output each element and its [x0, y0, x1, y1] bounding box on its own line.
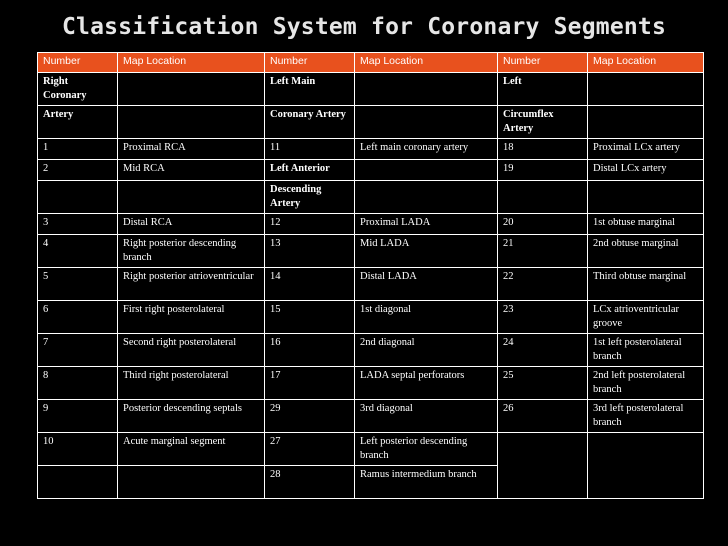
- table-cell: Proximal LCx artery: [588, 139, 704, 160]
- table-cell: First right posterolateral: [118, 301, 265, 334]
- table-cell: [498, 181, 588, 214]
- table-row: [38, 139, 704, 160]
- header-map-location-3: Map Location: [588, 53, 704, 73]
- table-cell: [118, 466, 265, 499]
- header-map-location-2: Map Location: [355, 53, 498, 73]
- table-cell: 16: [265, 334, 355, 367]
- table-cell: [38, 466, 118, 499]
- table-cell: Second right posterolateral: [118, 334, 265, 367]
- table-cell: Left Main: [265, 73, 355, 106]
- table-cell: [588, 181, 704, 214]
- table-row: [38, 433, 704, 466]
- table-cell: Mid RCA: [118, 160, 265, 181]
- table-cell: Left Anterior: [265, 160, 355, 181]
- table-row: [38, 106, 704, 139]
- table-cell: [588, 433, 704, 499]
- table-cell: Right posterior descending branch: [118, 235, 265, 268]
- table-row: [38, 400, 704, 433]
- table-cell: 3rd left posterolateral branch: [588, 400, 704, 433]
- table-cell: 21: [498, 235, 588, 268]
- table-cell: 18: [498, 139, 588, 160]
- table-cell: 24: [498, 334, 588, 367]
- table-cell: 12: [265, 214, 355, 235]
- table-cell: [118, 106, 265, 139]
- table-cell: 2nd diagonal: [355, 334, 498, 367]
- table-header-row: [38, 53, 704, 73]
- table-cell: 25: [498, 367, 588, 400]
- coronary-segments-table: [37, 52, 704, 499]
- header-number-2: Number: [265, 53, 355, 73]
- table-cell: 7: [38, 334, 118, 367]
- table-cell: Distal LADA: [355, 268, 498, 301]
- table-cell: 1st obtuse marginal: [588, 214, 704, 235]
- table-cell: 11: [265, 139, 355, 160]
- table-cell: Descending Artery: [265, 181, 355, 214]
- table-cell: LADA septal perforators: [355, 367, 498, 400]
- table-cell: 26: [498, 400, 588, 433]
- table-cell: [355, 106, 498, 139]
- table-cell: [588, 73, 704, 106]
- table-cell: 13: [265, 235, 355, 268]
- table-cell: 6: [38, 301, 118, 334]
- table-cell: [118, 73, 265, 106]
- header-number-1: Number: [38, 53, 118, 73]
- table-cell: 1st diagonal: [355, 301, 498, 334]
- table-cell: 5: [38, 268, 118, 301]
- table-cell: 17: [265, 367, 355, 400]
- table-cell: Proximal LADA: [355, 214, 498, 235]
- table-cell: 10: [38, 433, 118, 466]
- table-row: [38, 160, 704, 181]
- table-cell: 4: [38, 235, 118, 268]
- table-cell: 14: [265, 268, 355, 301]
- table-cell: 8: [38, 367, 118, 400]
- table-cell: 27: [265, 433, 355, 466]
- table-cell: 29: [265, 400, 355, 433]
- table-cell: Ramus intermedium branch: [355, 466, 498, 499]
- table-cell: Mid LADA: [355, 235, 498, 268]
- table-cell: 15: [265, 301, 355, 334]
- table-cell: Posterior descending septals: [118, 400, 265, 433]
- table-cell: [355, 73, 498, 106]
- table-cell: 19: [498, 160, 588, 181]
- table-cell: Right posterior atrioventricular: [118, 268, 265, 301]
- table-row: [38, 334, 704, 367]
- table-row: [38, 181, 704, 214]
- table-row: [38, 73, 704, 106]
- table-row: [38, 268, 704, 301]
- table-cell: 9: [38, 400, 118, 433]
- header-map-location-1: Map Location: [118, 53, 265, 73]
- table-cell: Acute marginal segment: [118, 433, 265, 466]
- table-cell: Left posterior descending branch: [355, 433, 498, 466]
- table-cell: 23: [498, 301, 588, 334]
- table-cell: [355, 160, 498, 181]
- table-cell: [38, 181, 118, 214]
- table-cell: Distal LCx artery: [588, 160, 704, 181]
- page-title: Classification System for Coronary Segments: [61, 14, 667, 40]
- table-cell: Coronary Artery: [265, 106, 355, 139]
- table-cell: 20: [498, 214, 588, 235]
- table-cell: 22: [498, 268, 588, 301]
- table-cell: [118, 181, 265, 214]
- header-number-3: Number: [498, 53, 588, 73]
- table-cell: 3rd diagonal: [355, 400, 498, 433]
- table-cell: [355, 181, 498, 214]
- table-cell: 2nd left posterolateral branch: [588, 367, 704, 400]
- table-cell: Third obtuse marginal: [588, 268, 704, 301]
- table-cell: Artery: [38, 106, 118, 139]
- table-cell: 1st left posterolateral branch: [588, 334, 704, 367]
- table-row: [38, 235, 704, 268]
- table-cell: Left: [498, 73, 588, 106]
- table-cell: [588, 106, 704, 139]
- table-row: [38, 214, 704, 235]
- table-cell: 2nd obtuse marginal: [588, 235, 704, 268]
- table-cell: Distal RCA: [118, 214, 265, 235]
- table-cell: Circumflex Artery: [498, 106, 588, 139]
- table-cell: Third right posterolateral: [118, 367, 265, 400]
- table-cell: 1: [38, 139, 118, 160]
- table-cell: Proximal RCA: [118, 139, 265, 160]
- table-cell: Right Coronary: [38, 73, 118, 106]
- table-cell: 28: [265, 466, 355, 499]
- table-row: [38, 301, 704, 334]
- table-cell: [498, 433, 588, 499]
- table-cell: LCx atrioventricular groove: [588, 301, 704, 334]
- table-cell: Left main coronary artery: [355, 139, 498, 160]
- table-row: [38, 367, 704, 400]
- table-cell: 3: [38, 214, 118, 235]
- table-cell: 2: [38, 160, 118, 181]
